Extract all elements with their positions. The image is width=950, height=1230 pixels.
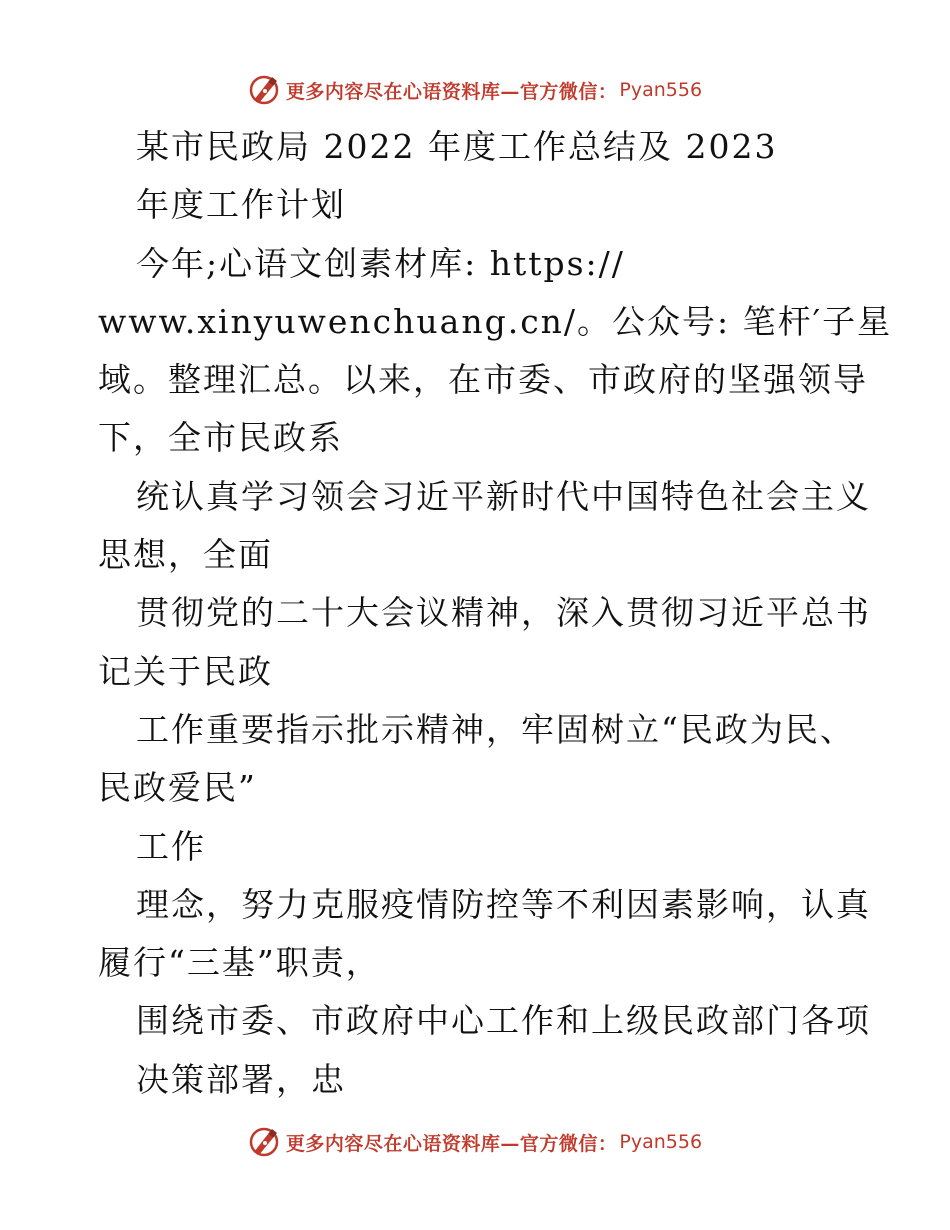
body-text-line: 履行“三基”职责，	[98, 943, 381, 983]
body-text-line: 围绕市委、市政府中心工作和上级民政部门各项	[136, 1001, 871, 1041]
body-text-line: 思想，全面	[98, 535, 273, 575]
body-text-line: 记关于民政	[98, 651, 273, 691]
header-banner	[0, 70, 950, 110]
banner-wechat-id: Pyan556	[619, 79, 703, 101]
body-text-line: www.xinyuwenchuang.cn/。公众号: 笔杆′子星	[98, 301, 893, 341]
body-text-line: 工作	[136, 826, 206, 866]
footer-banner	[0, 1122, 950, 1162]
body-text-line: 理念，努力克服疫情防控等不利因素影响，认真	[136, 884, 871, 924]
body-text-line: 今年;心语文创素材库: https://	[136, 243, 625, 283]
body-text-line: 统认真学习领会习近平新时代中国特色社会主义	[136, 476, 871, 516]
document-body	[98, 118, 893, 1109]
body-text-line: 民政爱民”	[98, 768, 257, 808]
body-text-line: 年度工作计划	[136, 185, 346, 225]
banner-text: 更多内容尽在心语资料库—官方微信：	[285, 1132, 618, 1155]
pen-nib-logo-icon	[248, 74, 280, 106]
banner-wechat-id: Pyan556	[619, 1131, 703, 1153]
body-text-line: 工作重要指示批示精神，牢固树立“民政为民、	[136, 709, 855, 749]
body-text-line: 决策部署，忠	[136, 1059, 346, 1099]
body-text-line: 域。整理汇总。以来，在市委、市政府的坚强领导	[98, 360, 868, 400]
body-text-line: 贯彻党的二十大会议精神，深入贯彻习近平总书	[136, 593, 871, 633]
body-text-line: 某市民政局 2022 年度工作总结及 2023	[136, 127, 778, 166]
body-text-line: 下，全市民政系	[98, 418, 343, 458]
pen-nib-logo-icon	[248, 1126, 280, 1158]
banner-text: 更多内容尽在心语资料库—官方微信：	[285, 80, 618, 103]
